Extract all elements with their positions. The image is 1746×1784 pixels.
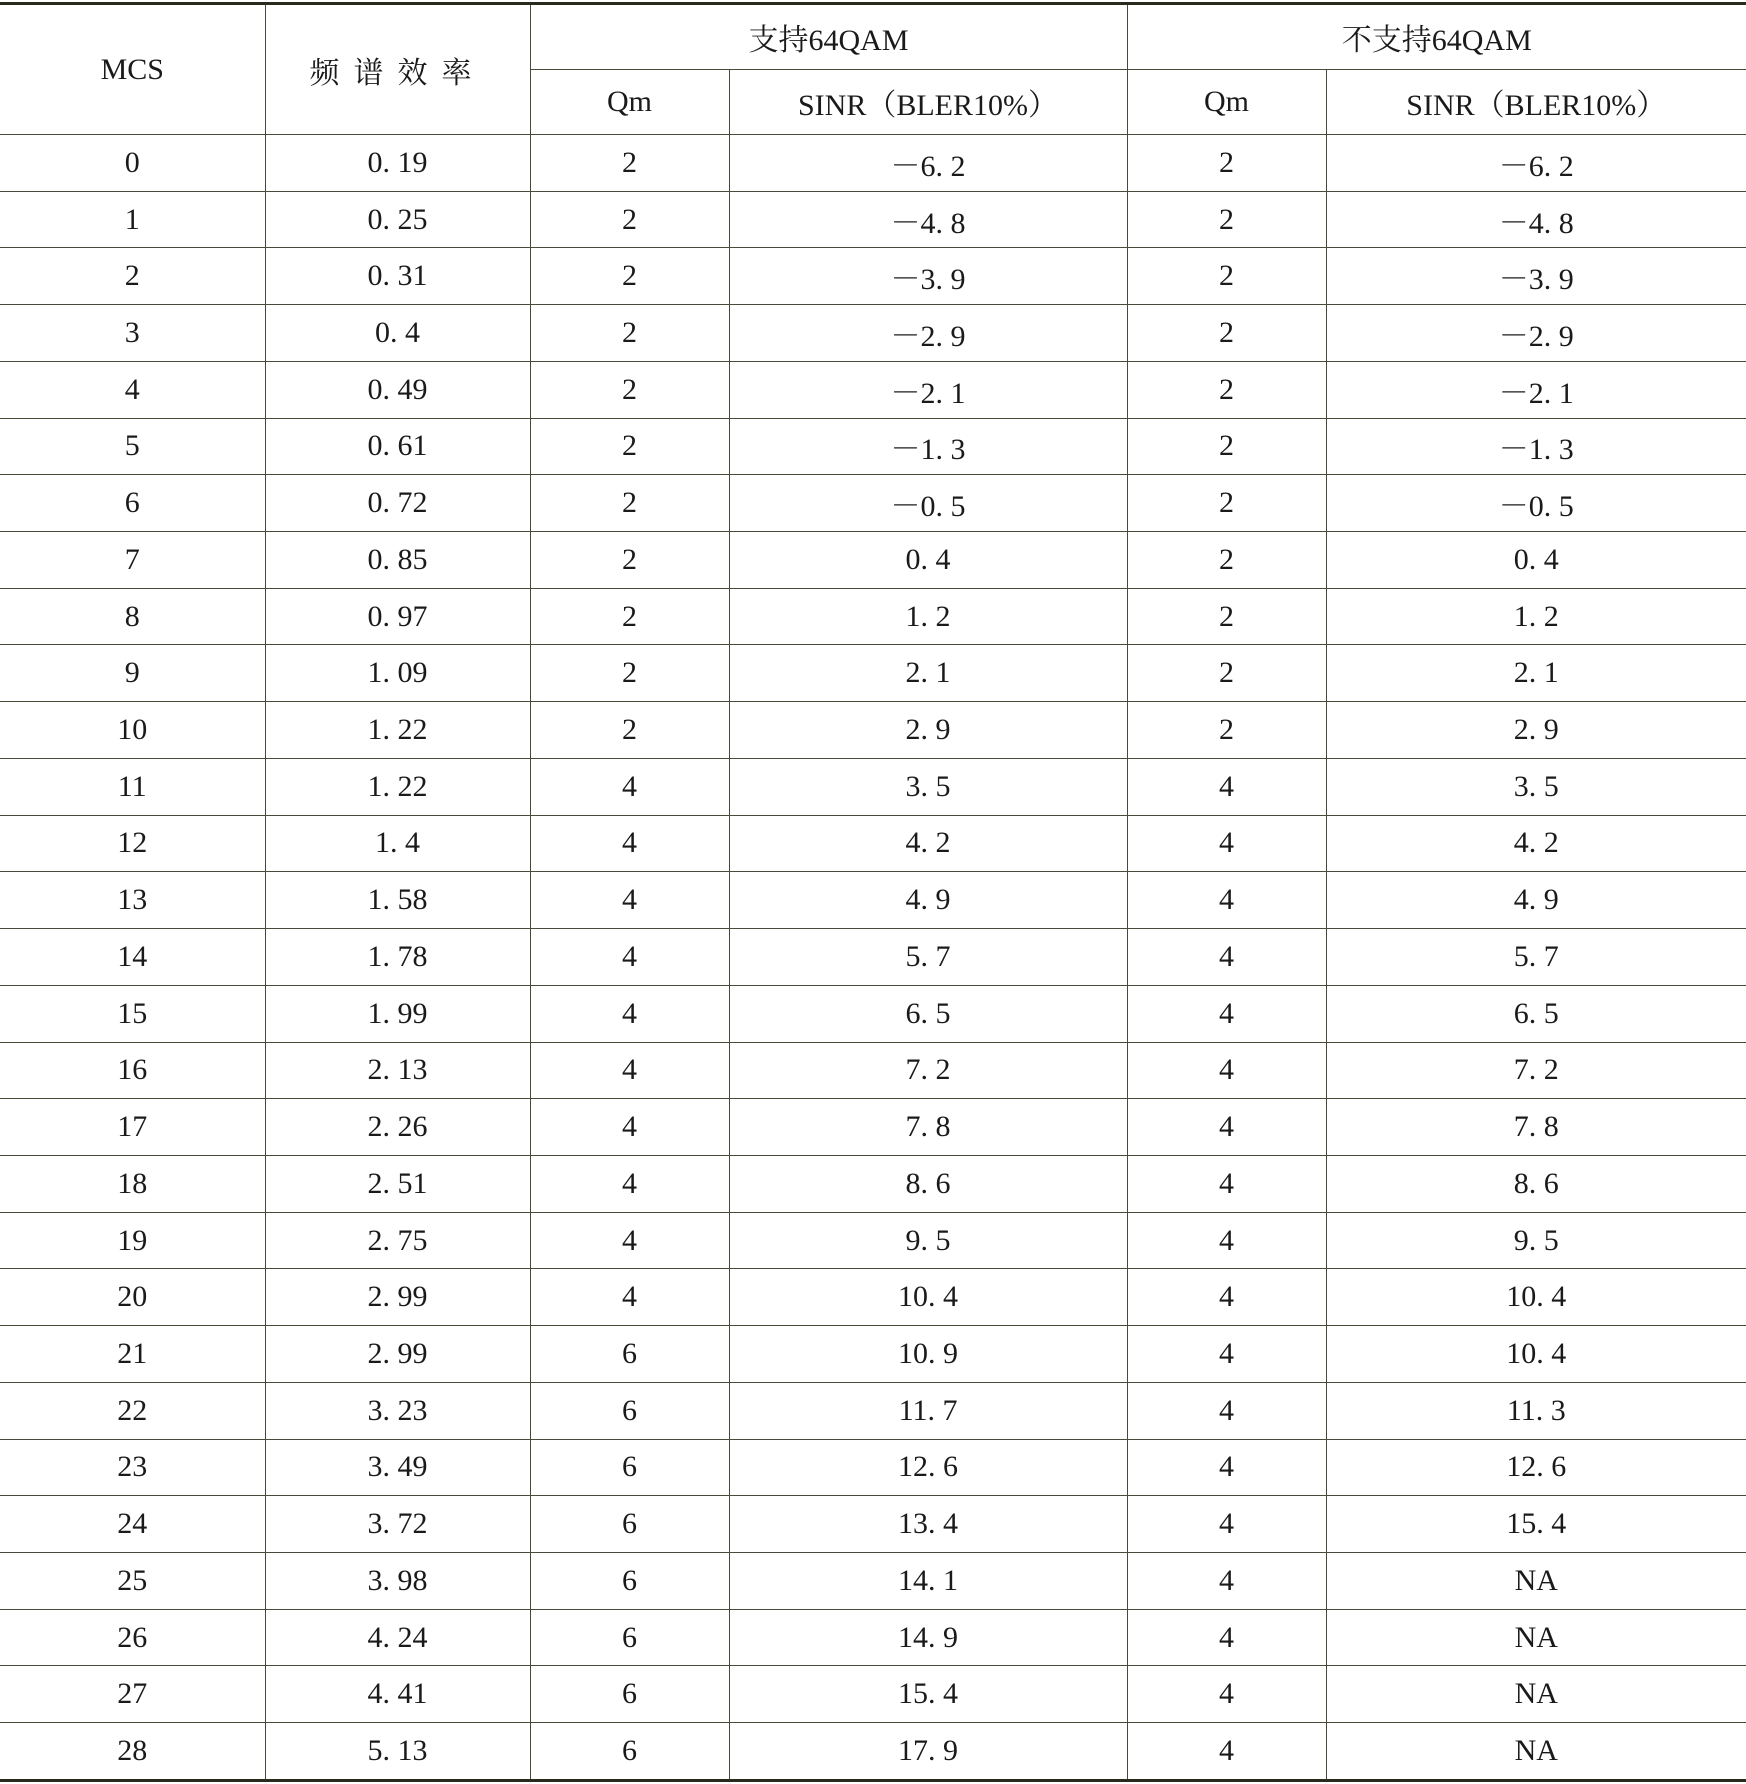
cell-sinr-no-support: NA — [1326, 1666, 1746, 1723]
cell-spectral-efficiency: 3. 98 — [265, 1552, 530, 1609]
cell-mcs: 3 — [0, 305, 265, 362]
table-row — [0, 305, 1746, 362]
cell-spectral-efficiency: 2. 26 — [265, 1099, 530, 1156]
cell-sinr-support: 17. 9 — [729, 1723, 1127, 1781]
cell-spectral-efficiency: 2. 99 — [265, 1326, 530, 1383]
cell-qm-no-support: 2 — [1127, 702, 1326, 759]
cell-sinr-no-support: －3. 9 — [1326, 248, 1746, 305]
table-header — [0, 4, 1746, 135]
cell-sinr-no-support: 1. 2 — [1326, 588, 1746, 645]
table-row — [0, 418, 1746, 475]
header-sinr-no-support: SINR（BLER10%） — [1326, 70, 1746, 135]
cell-mcs: 0 — [0, 135, 265, 192]
cell-mcs: 24 — [0, 1496, 265, 1553]
cell-qm-no-support: 4 — [1127, 1155, 1326, 1212]
cell-mcs: 4 — [0, 361, 265, 418]
cell-sinr-support: 4. 2 — [729, 815, 1127, 872]
cell-mcs: 18 — [0, 1155, 265, 1212]
cell-mcs: 20 — [0, 1269, 265, 1326]
cell-sinr-no-support: 3. 5 — [1326, 758, 1746, 815]
cell-sinr-no-support: －6. 2 — [1326, 135, 1746, 192]
cell-sinr-support: －2. 9 — [729, 305, 1127, 362]
cell-spectral-efficiency: 0. 19 — [265, 135, 530, 192]
cell-spectral-efficiency: 0. 25 — [265, 191, 530, 248]
cell-qm-no-support: 2 — [1127, 248, 1326, 305]
cell-qm-no-support: 4 — [1127, 1609, 1326, 1666]
cell-sinr-no-support: 11. 3 — [1326, 1382, 1746, 1439]
cell-qm-support: 2 — [530, 532, 729, 589]
table-row — [0, 1666, 1746, 1723]
cell-sinr-no-support: 4. 9 — [1326, 872, 1746, 929]
header-mcs: MCS — [0, 4, 265, 135]
cell-qm-support: 2 — [530, 645, 729, 702]
cell-mcs: 10 — [0, 702, 265, 759]
cell-qm-support: 6 — [530, 1552, 729, 1609]
cell-sinr-no-support: 4. 2 — [1326, 815, 1746, 872]
cell-qm-no-support: 4 — [1127, 815, 1326, 872]
cell-spectral-efficiency: 1. 22 — [265, 702, 530, 759]
cell-spectral-efficiency: 1. 99 — [265, 985, 530, 1042]
cell-qm-support: 2 — [530, 135, 729, 192]
cell-qm-support: 2 — [530, 702, 729, 759]
cell-spectral-efficiency: 0. 4 — [265, 305, 530, 362]
header-qm-no-support: Qm — [1127, 70, 1326, 135]
cell-sinr-support: 14. 1 — [729, 1552, 1127, 1609]
cell-sinr-no-support: 2. 9 — [1326, 702, 1746, 759]
cell-qm-support: 4 — [530, 1099, 729, 1156]
cell-sinr-no-support: －0. 5 — [1326, 475, 1746, 532]
cell-spectral-efficiency: 1. 22 — [265, 758, 530, 815]
cell-sinr-support: 12. 6 — [729, 1439, 1127, 1496]
cell-qm-support: 4 — [530, 985, 729, 1042]
cell-qm-support: 4 — [530, 1269, 729, 1326]
cell-qm-support: 4 — [530, 1042, 729, 1099]
cell-sinr-support: 15. 4 — [729, 1666, 1127, 1723]
mcs-sinr-table — [0, 2, 1746, 1782]
cell-mcs: 16 — [0, 1042, 265, 1099]
cell-qm-support: 6 — [530, 1666, 729, 1723]
cell-sinr-support: 9. 5 — [729, 1212, 1127, 1269]
cell-sinr-no-support: 7. 2 — [1326, 1042, 1746, 1099]
cell-qm-support: 4 — [530, 815, 729, 872]
cell-qm-no-support: 2 — [1127, 361, 1326, 418]
cell-mcs: 7 — [0, 532, 265, 589]
table-row — [0, 815, 1746, 872]
cell-mcs: 19 — [0, 1212, 265, 1269]
cell-spectral-efficiency: 1. 09 — [265, 645, 530, 702]
cell-sinr-support: －3. 9 — [729, 248, 1127, 305]
table-row — [0, 872, 1746, 929]
cell-spectral-efficiency: 0. 97 — [265, 588, 530, 645]
cell-qm-support: 4 — [530, 1212, 729, 1269]
table-row — [0, 702, 1746, 759]
table-row — [0, 1212, 1746, 1269]
cell-mcs: 22 — [0, 1382, 265, 1439]
table-row — [0, 1496, 1746, 1553]
cell-qm-support: 2 — [530, 588, 729, 645]
cell-mcs: 6 — [0, 475, 265, 532]
cell-sinr-no-support: NA — [1326, 1552, 1746, 1609]
table-row — [0, 1042, 1746, 1099]
cell-sinr-support: －4. 8 — [729, 191, 1127, 248]
cell-sinr-support: 10. 9 — [729, 1326, 1127, 1383]
cell-sinr-no-support: NA — [1326, 1609, 1746, 1666]
cell-spectral-efficiency: 0. 72 — [265, 475, 530, 532]
cell-spectral-efficiency: 0. 31 — [265, 248, 530, 305]
cell-sinr-support: 1. 2 — [729, 588, 1127, 645]
cell-qm-no-support: 4 — [1127, 1439, 1326, 1496]
cell-mcs: 27 — [0, 1666, 265, 1723]
cell-sinr-no-support: NA — [1326, 1723, 1746, 1781]
cell-qm-no-support: 4 — [1127, 1099, 1326, 1156]
cell-sinr-no-support: 10. 4 — [1326, 1269, 1746, 1326]
cell-qm-no-support: 2 — [1127, 305, 1326, 362]
cell-qm-no-support: 2 — [1127, 135, 1326, 192]
cell-mcs: 15 — [0, 985, 265, 1042]
table-row — [0, 1552, 1746, 1609]
cell-qm-support: 6 — [530, 1723, 729, 1781]
table-row — [0, 248, 1746, 305]
cell-sinr-no-support: －1. 3 — [1326, 418, 1746, 475]
cell-sinr-no-support: 9. 5 — [1326, 1212, 1746, 1269]
cell-spectral-efficiency: 3. 23 — [265, 1382, 530, 1439]
header-sinr-support: SINR（BLER10%） — [729, 70, 1127, 135]
cell-qm-no-support: 4 — [1127, 985, 1326, 1042]
cell-spectral-efficiency: 2. 51 — [265, 1155, 530, 1212]
table-row — [0, 361, 1746, 418]
cell-mcs: 13 — [0, 872, 265, 929]
cell-qm-no-support: 4 — [1127, 1723, 1326, 1781]
cell-qm-no-support: 4 — [1127, 1552, 1326, 1609]
cell-qm-support: 6 — [530, 1382, 729, 1439]
cell-spectral-efficiency: 2. 75 — [265, 1212, 530, 1269]
cell-sinr-support: 13. 4 — [729, 1496, 1127, 1553]
cell-sinr-support: 10. 4 — [729, 1269, 1127, 1326]
cell-mcs: 8 — [0, 588, 265, 645]
cell-qm-no-support: 4 — [1127, 1042, 1326, 1099]
cell-spectral-efficiency: 5. 13 — [265, 1723, 530, 1781]
cell-spectral-efficiency: 3. 72 — [265, 1496, 530, 1553]
header-support-64qam: 支持64QAM — [530, 4, 1127, 70]
cell-sinr-support: 8. 6 — [729, 1155, 1127, 1212]
table-row — [0, 1326, 1746, 1383]
cell-spectral-efficiency: 4. 41 — [265, 1666, 530, 1723]
cell-sinr-no-support: －2. 1 — [1326, 361, 1746, 418]
table-row — [0, 1609, 1746, 1666]
cell-qm-support: 2 — [530, 191, 729, 248]
cell-qm-support: 2 — [530, 361, 729, 418]
cell-sinr-no-support: 15. 4 — [1326, 1496, 1746, 1553]
cell-sinr-support: 0. 4 — [729, 532, 1127, 589]
cell-mcs: 5 — [0, 418, 265, 475]
cell-qm-no-support: 4 — [1127, 1326, 1326, 1383]
cell-sinr-no-support: 10. 4 — [1326, 1326, 1746, 1383]
cell-qm-no-support: 4 — [1127, 1212, 1326, 1269]
table-body — [0, 135, 1746, 1781]
cell-mcs: 9 — [0, 645, 265, 702]
cell-sinr-support: 7. 2 — [729, 1042, 1127, 1099]
cell-sinr-support: －1. 3 — [729, 418, 1127, 475]
cell-mcs: 26 — [0, 1609, 265, 1666]
table-row — [0, 758, 1746, 815]
cell-sinr-no-support: －4. 8 — [1326, 191, 1746, 248]
cell-mcs: 2 — [0, 248, 265, 305]
table-row — [0, 1269, 1746, 1326]
cell-sinr-no-support: 2. 1 — [1326, 645, 1746, 702]
cell-spectral-efficiency: 3. 49 — [265, 1439, 530, 1496]
cell-qm-no-support: 4 — [1127, 1496, 1326, 1553]
cell-spectral-efficiency: 0. 85 — [265, 532, 530, 589]
header-no-support-64qam: 不支持64QAM — [1127, 4, 1746, 70]
cell-qm-support: 4 — [530, 758, 729, 815]
cell-spectral-efficiency: 1. 78 — [265, 929, 530, 986]
cell-qm-no-support: 4 — [1127, 1269, 1326, 1326]
header-row-top — [0, 4, 1746, 70]
cell-sinr-support: 2. 9 — [729, 702, 1127, 759]
cell-sinr-support: －6. 2 — [729, 135, 1127, 192]
cell-sinr-support: 14. 9 — [729, 1609, 1127, 1666]
cell-sinr-support: 11. 7 — [729, 1382, 1127, 1439]
cell-mcs: 1 — [0, 191, 265, 248]
cell-qm-no-support: 2 — [1127, 645, 1326, 702]
table-row — [0, 985, 1746, 1042]
cell-qm-no-support: 4 — [1127, 1382, 1326, 1439]
table-row — [0, 1723, 1746, 1781]
cell-qm-support: 4 — [530, 872, 729, 929]
cell-sinr-no-support: －2. 9 — [1326, 305, 1746, 362]
cell-mcs: 23 — [0, 1439, 265, 1496]
cell-spectral-efficiency: 2. 13 — [265, 1042, 530, 1099]
cell-qm-no-support: 2 — [1127, 588, 1326, 645]
cell-sinr-support: 7. 8 — [729, 1099, 1127, 1156]
table-row — [0, 1382, 1746, 1439]
cell-qm-support: 6 — [530, 1496, 729, 1553]
table-row — [0, 588, 1746, 645]
header-qm-support: Qm — [530, 70, 729, 135]
cell-sinr-no-support: 5. 7 — [1326, 929, 1746, 986]
cell-qm-support: 4 — [530, 929, 729, 986]
table-row — [0, 532, 1746, 589]
cell-mcs: 21 — [0, 1326, 265, 1383]
cell-qm-support: 2 — [530, 305, 729, 362]
cell-spectral-efficiency: 0. 49 — [265, 361, 530, 418]
cell-sinr-support: 5. 7 — [729, 929, 1127, 986]
cell-qm-support: 2 — [530, 418, 729, 475]
table-row — [0, 1155, 1746, 1212]
table-row — [0, 645, 1746, 702]
cell-qm-no-support: 2 — [1127, 475, 1326, 532]
cell-sinr-support: －0. 5 — [729, 475, 1127, 532]
table-row — [0, 135, 1746, 192]
cell-qm-no-support: 2 — [1127, 532, 1326, 589]
cell-spectral-efficiency: 1. 58 — [265, 872, 530, 929]
cell-mcs: 14 — [0, 929, 265, 986]
cell-qm-support: 6 — [530, 1609, 729, 1666]
cell-qm-support: 6 — [530, 1326, 729, 1383]
cell-sinr-no-support: 8. 6 — [1326, 1155, 1746, 1212]
cell-spectral-efficiency: 0. 61 — [265, 418, 530, 475]
table-row — [0, 1439, 1746, 1496]
cell-qm-support: 2 — [530, 475, 729, 532]
table-row — [0, 475, 1746, 532]
table-row — [0, 929, 1746, 986]
cell-sinr-no-support: 6. 5 — [1326, 985, 1746, 1042]
cell-spectral-efficiency: 1. 4 — [265, 815, 530, 872]
cell-sinr-support: 4. 9 — [729, 872, 1127, 929]
table-row — [0, 1099, 1746, 1156]
cell-sinr-support: 3. 5 — [729, 758, 1127, 815]
cell-sinr-support: 6. 5 — [729, 985, 1127, 1042]
cell-qm-no-support: 4 — [1127, 929, 1326, 986]
cell-spectral-efficiency: 4. 24 — [265, 1609, 530, 1666]
cell-mcs: 17 — [0, 1099, 265, 1156]
cell-sinr-no-support: 7. 8 — [1326, 1099, 1746, 1156]
cell-sinr-no-support: 12. 6 — [1326, 1439, 1746, 1496]
cell-qm-no-support: 2 — [1127, 418, 1326, 475]
cell-mcs: 25 — [0, 1552, 265, 1609]
table-row — [0, 191, 1746, 248]
cell-qm-no-support: 2 — [1127, 191, 1326, 248]
cell-mcs: 28 — [0, 1723, 265, 1781]
cell-sinr-support: 2. 1 — [729, 645, 1127, 702]
cell-qm-support: 4 — [530, 1155, 729, 1212]
cell-mcs: 12 — [0, 815, 265, 872]
cell-mcs: 11 — [0, 758, 265, 815]
cell-sinr-no-support: 0. 4 — [1326, 532, 1746, 589]
cell-sinr-support: －2. 1 — [729, 361, 1127, 418]
header-spectral-efficiency: 频谱效率 — [265, 4, 530, 135]
cell-spectral-efficiency: 2. 99 — [265, 1269, 530, 1326]
cell-qm-support: 2 — [530, 248, 729, 305]
cell-qm-no-support: 4 — [1127, 758, 1326, 815]
cell-qm-support: 6 — [530, 1439, 729, 1496]
cell-qm-no-support: 4 — [1127, 1666, 1326, 1723]
cell-qm-no-support: 4 — [1127, 872, 1326, 929]
